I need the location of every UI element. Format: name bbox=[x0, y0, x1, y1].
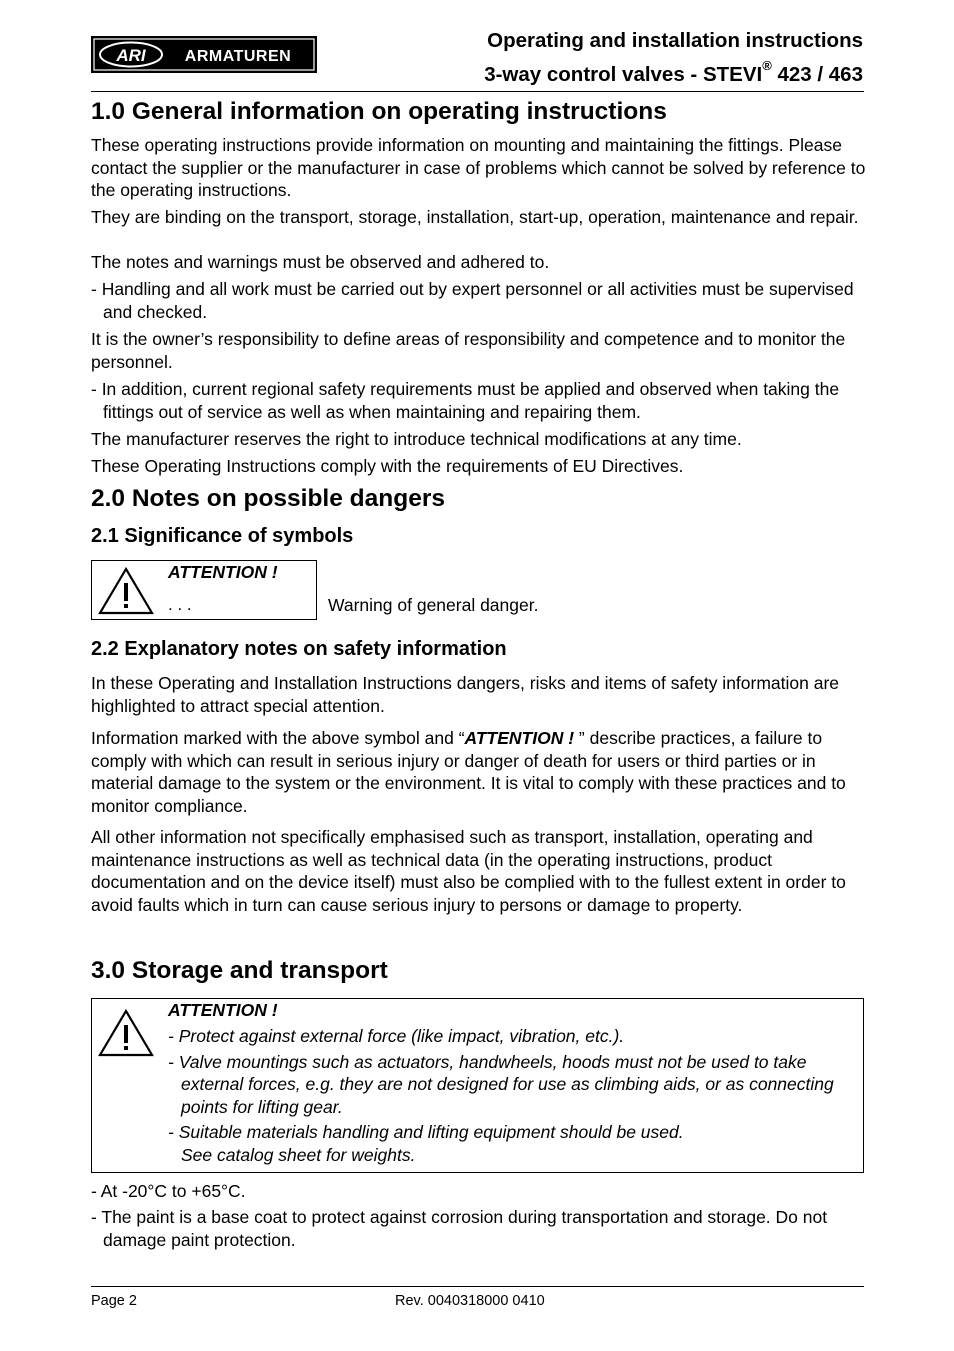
svg-text:ARMATUREN: ARMATUREN bbox=[184, 48, 292, 65]
section-2-1-heading: 2.1 Significance of symbols bbox=[91, 525, 354, 547]
s3-bullet-1: - At -20°C to +65°C. bbox=[91, 1181, 246, 1201]
title-line-2: 3-way control valves - STEVI® 423 / 463 bbox=[484, 58, 863, 86]
s1-bullet-1: - Handling and all work must be carried out by expert personnel or all activities must be supervised and checked. bbox=[91, 279, 854, 322]
s1-paragraph-6: These Operating Instructions comply with the requirements of EU Directives. bbox=[91, 456, 684, 476]
svg-text:ARI: ARI bbox=[116, 46, 146, 65]
s1-paragraph-2: They are binding on the transport, storage, installation, start-up, operation, maintenance and repair. bbox=[91, 207, 859, 227]
warning-triangle-icon bbox=[97, 566, 155, 616]
symbol-ellipsis: . . . bbox=[168, 595, 192, 614]
attention-label: ATTENTION ! bbox=[168, 1000, 278, 1020]
warning-triangle-icon bbox=[97, 1008, 155, 1058]
section-1-heading: 1.0 General information on operating instructions bbox=[91, 98, 667, 125]
section-3-heading: 3.0 Storage and transport bbox=[91, 957, 388, 984]
symbol-description: Warning of general danger. bbox=[328, 595, 539, 615]
s1-paragraph-3: The notes and warnings must be observed and adhered to. bbox=[91, 252, 550, 272]
s1-bullet-2: - In addition, current regional safety requirements must be applied and observed when taking the fittings out of service as well as when maintaining and repairing them. bbox=[91, 379, 840, 422]
revision-number: Rev. 0040318000 0410 bbox=[395, 1293, 545, 1309]
attention-item-1: - Protect against external force (like impact, vibration, etc.). bbox=[168, 1026, 625, 1046]
attention-emphasis: ATTENTION ! bbox=[464, 728, 575, 748]
attention-item-2: - Valve mountings such as actuators, handwheels, hoods must not be used to take external forces, e.g. they are not designed for use as climbing aids, or as connecting points for lifting gear. bbox=[168, 1051, 834, 1117]
footer-divider bbox=[91, 1286, 864, 1287]
s1-paragraph-4: It is the owner’s responsibility to define areas of responsibility and competence and to monitor the personnel. bbox=[91, 329, 846, 372]
header-divider bbox=[91, 91, 864, 92]
s3-bullet-2: - The paint is a base coat to protect against corrosion during transportation and storage. Do not damage paint protection. bbox=[91, 1207, 828, 1250]
s1-paragraph-5: The manufacturer reserves the right to introduce technical modifications at any time. bbox=[91, 429, 742, 449]
s2-paragraph-1: In these Operating and Installation Instructions dangers, risks and items of safety information are highlighted to attract special attention. bbox=[91, 673, 840, 716]
symbol-attention-label: ATTENTION ! bbox=[168, 562, 278, 582]
attention-item-3: - Suitable materials handling and lifting equipment should be used. bbox=[168, 1122, 684, 1142]
s2-paragraph-2: Information marked with the above symbol and “ATTENTION ! ” describe practices, a failure to comply with which can result in serious injury or danger of death for users or third parties or in material damage to the system or the environment. It is vital to comply with these practices and to monitor compliance. bbox=[91, 728, 846, 816]
attention-item-3-note: See catalog sheet for weights. bbox=[181, 1144, 416, 1165]
document-title bbox=[484, 27, 863, 89]
attention-box bbox=[91, 998, 864, 1173]
ari-armaturen-logo bbox=[91, 36, 317, 73]
s2-paragraph-3: All other information not specifically emphasised such as transport, installation, operating and maintenance instructions as well as technical data (in the operating instructions, product documentation and on the device itself) must also be complied with to the fullest extent in order to avoid faults which in turn can cause serious injury to persons or damage to property. bbox=[91, 827, 846, 915]
title-line-1: Operating and installation instructions bbox=[487, 29, 863, 52]
symbol-box bbox=[91, 560, 317, 620]
page-number: Page 2 bbox=[91, 1293, 137, 1309]
section-2-heading: 2.0 Notes on possible dangers bbox=[91, 485, 445, 512]
s1-paragraph-1: These operating instructions provide information on mounting and maintaining the fittings. Please contact the supplier or the manufacturer in case of problems which cannot be solved by reference to the operating instructions. bbox=[91, 135, 866, 200]
section-2-2-heading: 2.2 Explanatory notes on safety information bbox=[91, 638, 507, 660]
